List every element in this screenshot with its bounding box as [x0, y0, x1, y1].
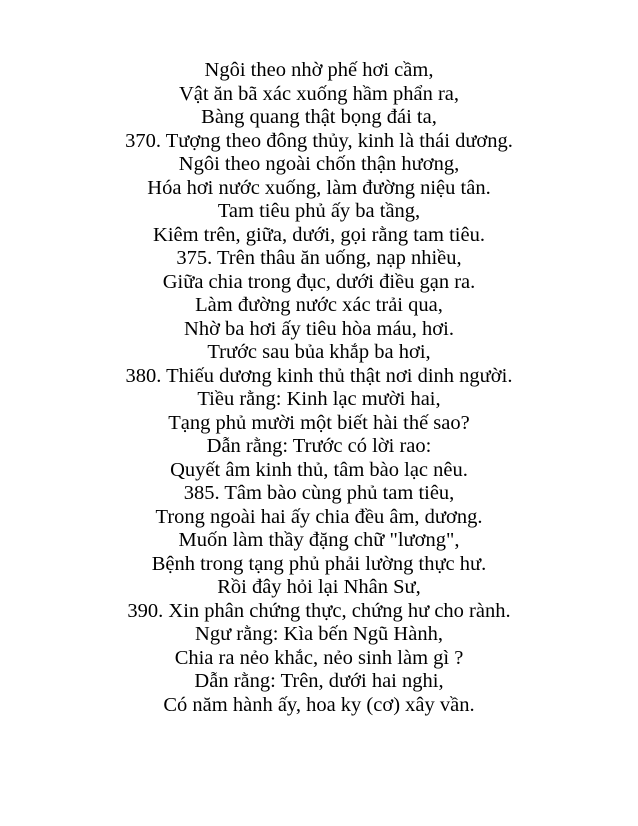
poem-line: Ngôi theo nhờ phế hơi cầm, — [204, 59, 434, 81]
poem-line: Hóa hơi nước xuống, làm đường niệu tân. — [147, 176, 491, 199]
poem-line: 370. Tượng theo đông thủy, kinh là thái dương. — [125, 129, 513, 152]
poem-line: Làm đường nước xác trải qua, — [195, 294, 443, 316]
poem-line: Muốn làm thầy đặng chữ "lương", — [178, 529, 460, 551]
poem-line: Chia ra nẻo khắc, nẻo sinh làm gì ? — [174, 646, 464, 669]
poem-line: Có năm hành ấy, hoa ky (cơ) xây vần. — [163, 693, 475, 716]
poem-line: Dẫn rằng: Trước có lời rao: — [206, 435, 432, 457]
poem-line: Trong ngoài hai ấy chia đều âm, dương. — [155, 505, 483, 528]
poem-line: Trước sau bủa khắp ba hơi, — [207, 341, 431, 363]
poem-line: Rồi đây hỏi lại Nhân Sư, — [217, 576, 421, 598]
poem-line: Bàng quang thật bọng đái ta, — [201, 106, 437, 128]
poem-line: Ngôi theo ngoài chốn thận hương, — [178, 153, 460, 175]
poem-line: Nhờ ba hơi ấy tiêu hòa máu, hơi. — [184, 317, 454, 340]
poem-verse-block — [0, 59, 638, 717]
poem-line: Tam tiêu phủ ấy ba tầng, — [217, 200, 421, 222]
poem-line: Dẫn rằng: Trên, dưới hai nghi, — [194, 670, 444, 692]
poem-line: Quyết âm kinh thủ, tâm bào lạc nêu. — [170, 458, 468, 481]
poem-line: Giữa chia trong đục, dưới điều gạn ra. — [162, 270, 476, 293]
poem-line: Vật ăn bã xác xuống hầm phẩn ra, — [178, 82, 460, 105]
poem-line: Bệnh trong tạng phủ phải lường thực hư. — [151, 552, 487, 575]
poem-line: Ngư rằng: Kìa bến Ngũ Hành, — [195, 623, 443, 645]
poem-line: 380. Thiếu dương kinh thủ thật nơi dinh người. — [125, 364, 513, 387]
poem-line: 390. Xin phân chứng thực, chứng hư cho rành. — [127, 599, 511, 622]
poem-line: 385. Tâm bào cùng phủ tam tiêu, — [183, 482, 455, 504]
poem-line: 375. Trên thâu ăn uống, nạp nhiều, — [176, 247, 462, 269]
poem-line: Tiều rằng: Kinh lạc mười hai, — [197, 388, 441, 410]
poem-line: Kiêm trên, giữa, dưới, gọi rằng tam tiêu. — [153, 223, 485, 246]
poem-line: Tạng phủ mười một biết hài thế sao? — [168, 411, 470, 434]
